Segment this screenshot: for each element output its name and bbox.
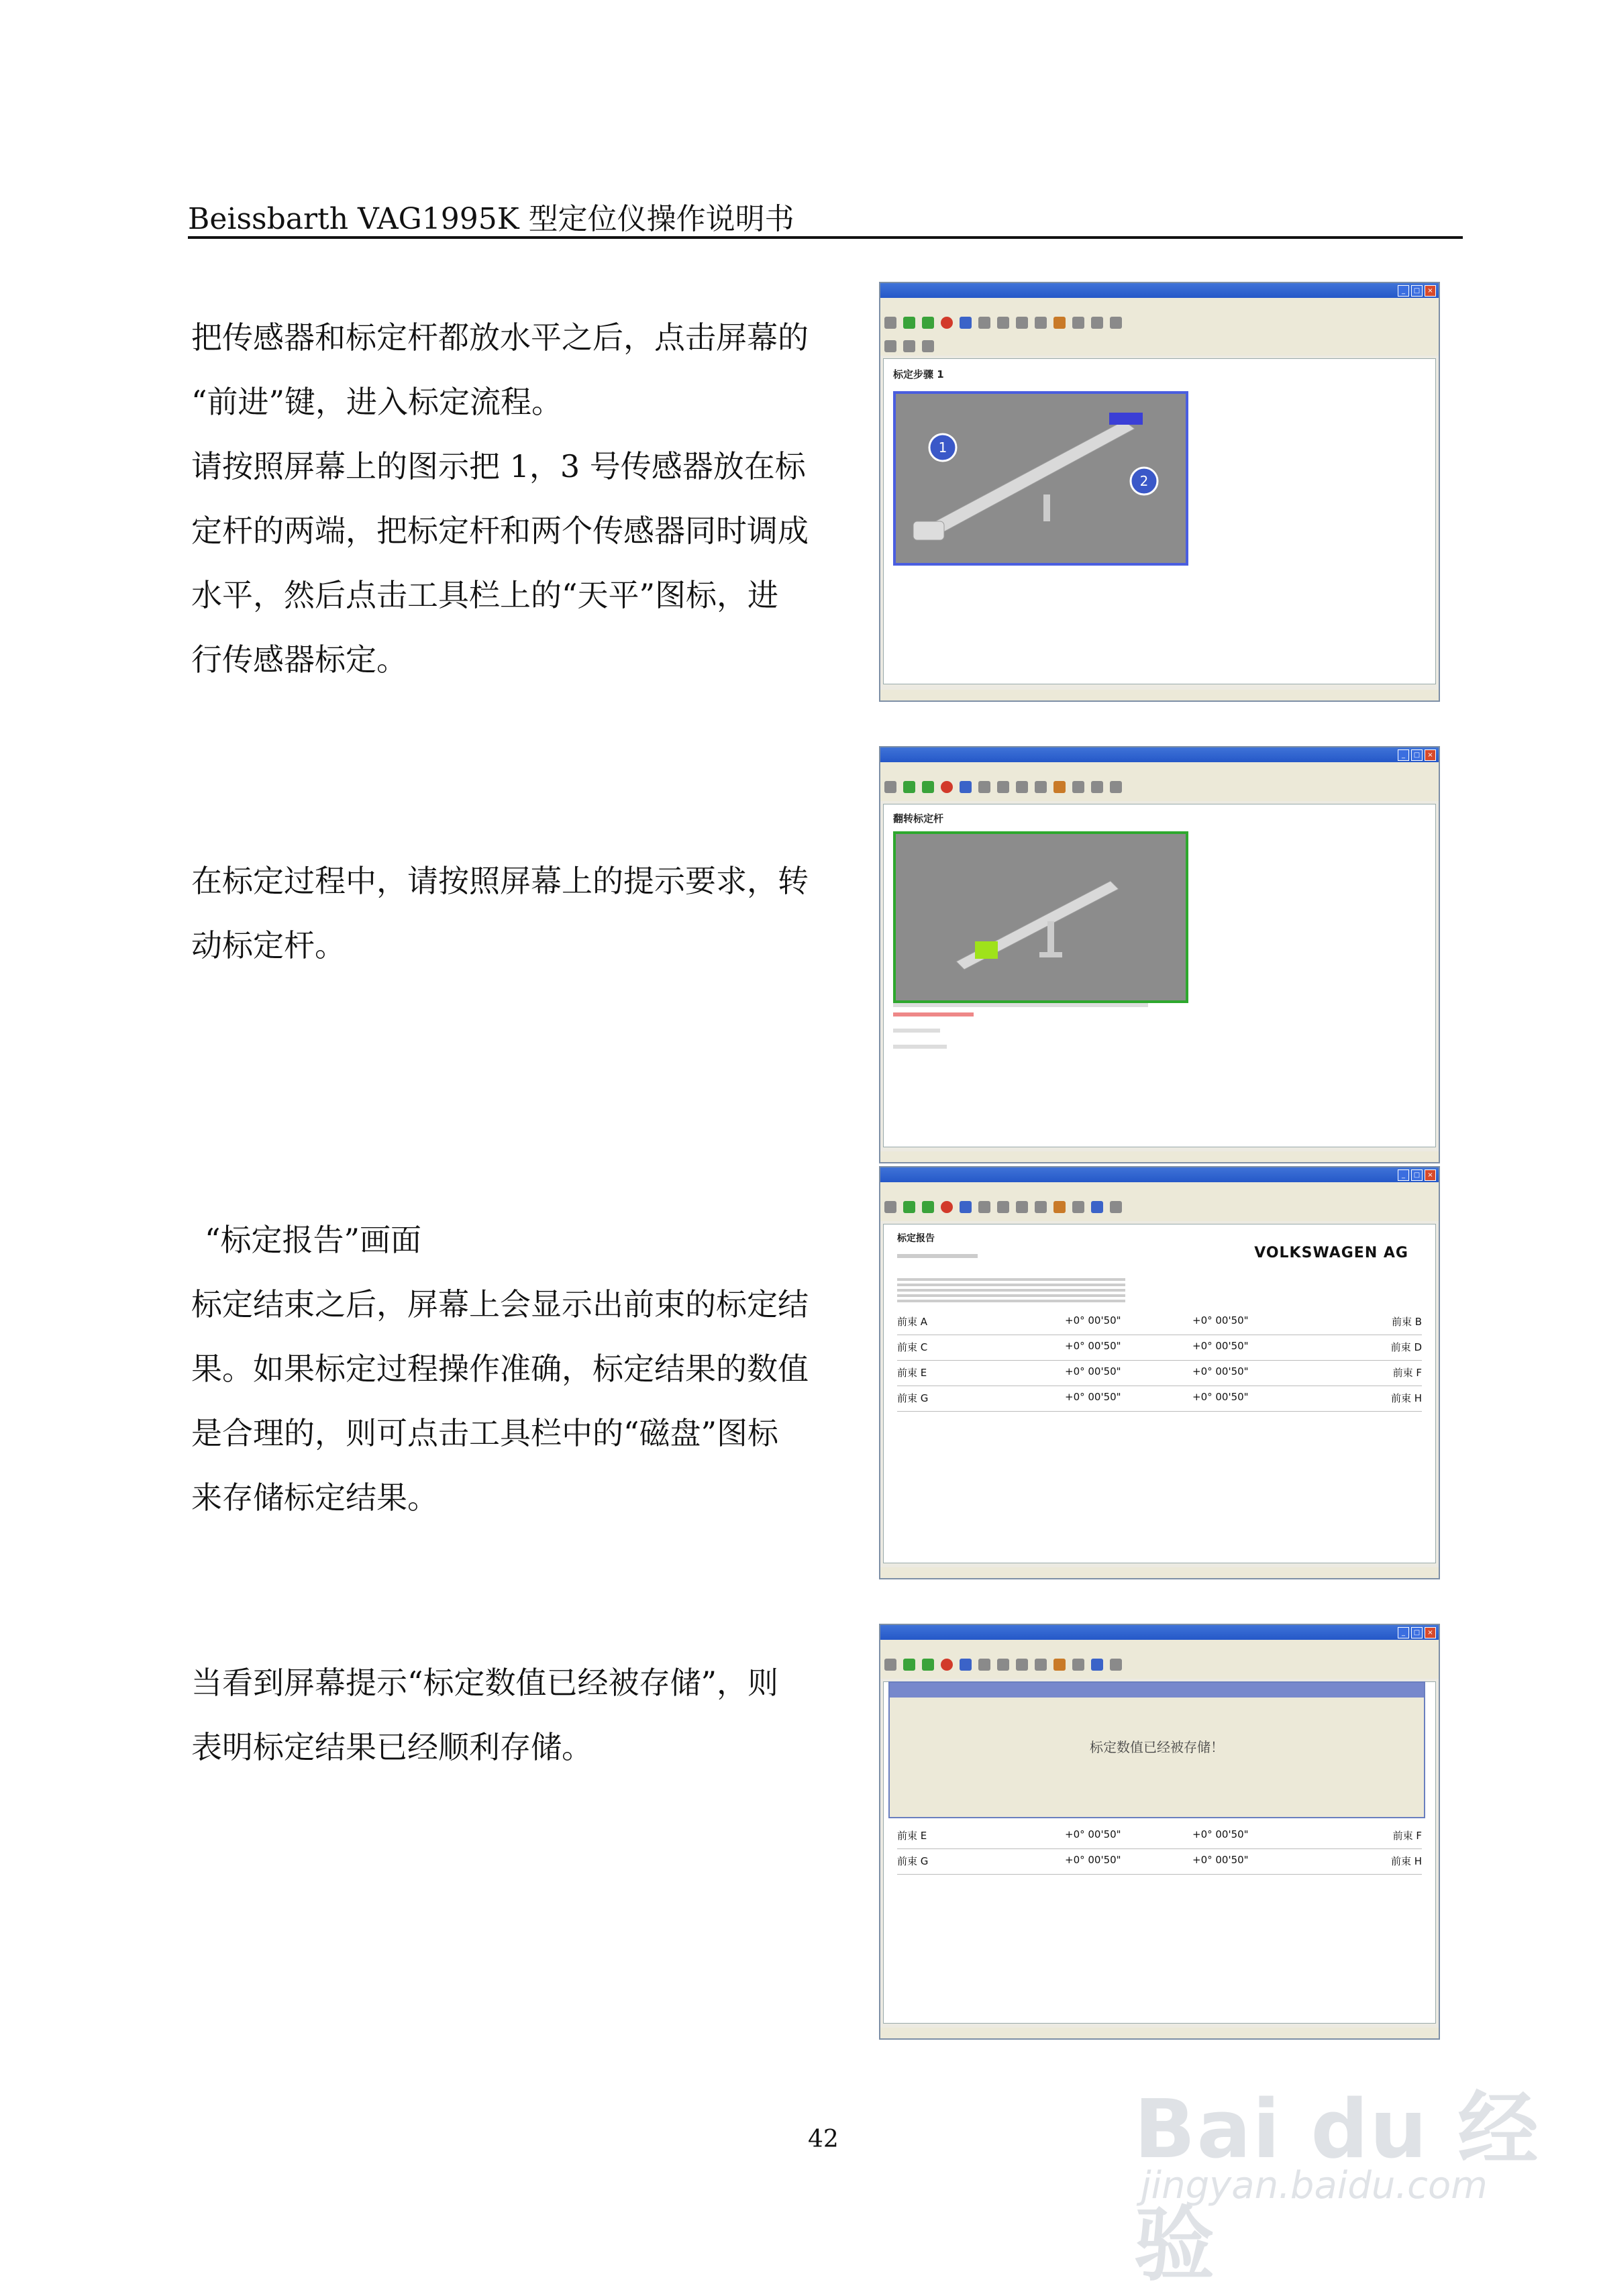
forward-icon [922, 781, 934, 793]
tool-icon [997, 1201, 1009, 1213]
tool-icon [1035, 317, 1047, 329]
menu-bar [880, 1182, 1439, 1193]
text-line: 来存储标定结果。 [191, 1479, 438, 1516]
reset-icon [884, 781, 896, 793]
watermark-url: jingyan.baidu.com [1141, 2164, 1488, 2207]
instruction-text [893, 1045, 947, 1049]
content-panel [883, 804, 1436, 1147]
minimize-icon: _ [1398, 285, 1409, 297]
reset-icon [884, 1659, 896, 1671]
forward-icon [922, 1201, 934, 1213]
stop-icon [941, 1201, 953, 1213]
header-title: Beissbarth VAG1995K 型定位仪操作说明书 [188, 202, 794, 236]
screenshot-values-stored [879, 1624, 1440, 2040]
calibration-bar-illustration [896, 394, 1186, 563]
level-icon [1053, 781, 1066, 793]
text-line: 水平，然后点击工具栏上的“天平”图标，进 [191, 577, 779, 613]
tool-icon [1035, 781, 1047, 793]
text-line: 果。如果标定过程操作准确，标定结果的数值 [191, 1351, 809, 1387]
tool-icon [1016, 1201, 1028, 1213]
back-icon [903, 781, 915, 793]
calibration-scene [893, 391, 1188, 566]
tool-icon [1110, 317, 1122, 329]
tool-icon [978, 781, 990, 793]
text-line: “标定报告”画面 [205, 1222, 422, 1258]
text-line: 标定结束之后，屏幕上会显示出前束的标定结 [191, 1286, 809, 1322]
instruction-text [893, 1003, 1148, 1007]
forward-icon [922, 1659, 934, 1671]
tool-icon [1072, 317, 1084, 329]
table-row: 前束 C +0° 00'50" +0° 00'50" 前束 D [897, 1335, 1422, 1361]
toolbar [880, 773, 1439, 801]
status-bar [880, 1567, 1439, 1578]
status-bar [880, 690, 1439, 700]
close-icon: × [1425, 1627, 1436, 1638]
disk-icon [1091, 1659, 1103, 1671]
paragraph-calibration-report [191, 1208, 835, 1530]
reset-icon [884, 317, 896, 329]
rotation-scene [893, 831, 1188, 1003]
step-title: 标定步骤 1 [893, 368, 944, 380]
tool-icon [1016, 781, 1028, 793]
level-icon [1053, 317, 1066, 329]
table-row: 前束 G +0° 00'50" +0° 00'50" 前束 H [897, 1386, 1422, 1412]
tool-icon [1035, 1201, 1047, 1213]
tool-icon [978, 1659, 990, 1671]
minimize-icon: _ [1398, 749, 1409, 761]
text-line: 表明标定结果已经顺利存储。 [191, 1729, 593, 1765]
stored-dialog [888, 1681, 1425, 1818]
tool-icon [1110, 1659, 1122, 1671]
maximize-icon: □ [1411, 1169, 1423, 1181]
toolbar [880, 1193, 1439, 1221]
table-row: 前束 A +0° 00'50" +0° 00'50" 前束 B [897, 1309, 1422, 1335]
watermark-brand: Bai du 经验 [1134, 2083, 1540, 2292]
screenshot-rotate-bar [879, 746, 1440, 1163]
tool-icon [1035, 1659, 1047, 1671]
report-title: 标定报告 [897, 1233, 935, 1244]
status-bar [880, 1151, 1439, 1162]
menu-bar [880, 762, 1439, 773]
text-line: 是合理的，则可点击工具栏中的“磁盘”图标 [191, 1415, 779, 1451]
tool-icon [1110, 1201, 1122, 1213]
minimize-icon: _ [1398, 1627, 1409, 1638]
paragraph-rotate-bar [191, 849, 835, 978]
text-line: “前进”键，进入标定流程。 [191, 384, 563, 420]
toolbar [880, 309, 1439, 337]
tool-icon [1016, 317, 1028, 329]
instruction-text [893, 1029, 940, 1033]
level-icon [1053, 1201, 1066, 1213]
brand-name: VOLKSWAGEN AG [1254, 1245, 1408, 1261]
sensor-marker-2: 2 [1139, 473, 1149, 489]
tool-icon [884, 340, 896, 352]
paragraph-values-stored [191, 1651, 835, 1779]
report-panel [883, 1224, 1436, 1563]
text-line: 定杆的两端，把标定杆和两个传感器同时调成 [191, 513, 809, 549]
info-icon [960, 781, 972, 793]
tool-icon [1072, 1201, 1084, 1213]
tool-icon [1091, 781, 1103, 793]
step-title: 翻转标定杆 [893, 813, 944, 825]
level-icon [1053, 1659, 1066, 1671]
report-meta [897, 1275, 1125, 1305]
screenshot-calibration-report [879, 1166, 1440, 1579]
maximize-icon: □ [1411, 749, 1423, 761]
tool-icon [997, 1659, 1009, 1671]
page-number: 42 [808, 2126, 839, 2153]
window-titlebar [880, 1167, 1439, 1182]
info-icon [960, 1201, 972, 1213]
text-line: 行传感器标定。 [191, 641, 407, 678]
menu-bar [880, 1640, 1439, 1651]
info-icon [960, 1659, 972, 1671]
back-icon [903, 1201, 915, 1213]
screenshot-calibration-step-1 [879, 282, 1440, 702]
tool-icon [1072, 781, 1084, 793]
header-rule [188, 236, 1463, 239]
warning-text [893, 1012, 974, 1016]
window-titlebar [880, 747, 1439, 762]
text-line: 动标定杆。 [191, 927, 346, 963]
dialog-message: 标定数值已经被存储！ [1090, 1739, 1224, 1755]
close-icon: × [1425, 1169, 1436, 1181]
tool-icon [997, 317, 1009, 329]
content-panel [883, 358, 1436, 684]
maximize-icon: □ [1411, 285, 1423, 297]
tool-icon [922, 340, 934, 352]
tool-icon [903, 340, 915, 352]
toolbar-secondary [880, 337, 1439, 356]
dialog-titlebar [890, 1683, 1424, 1698]
window-titlebar [880, 283, 1439, 298]
tool-icon [1110, 781, 1122, 793]
report-date [897, 1254, 978, 1258]
text-line: 请按照屏幕上的图示把 1，3 号传感器放在标 [191, 448, 806, 484]
tool-icon [978, 317, 990, 329]
tool-icon [997, 781, 1009, 793]
back-icon [903, 317, 915, 329]
minimize-icon: _ [1398, 1169, 1409, 1181]
paragraph-calibration-start [191, 305, 835, 692]
menu-bar [880, 298, 1439, 309]
table-row: 前束 E +0° 00'50" +0° 00'50" 前束 F [897, 1823, 1422, 1849]
text-line: 把传感器和标定杆都放水平之后，点击屏幕的 [191, 319, 809, 356]
stop-icon [941, 317, 953, 329]
table-row: 前束 G +0° 00'50" +0° 00'50" 前束 H [897, 1848, 1422, 1875]
reset-icon [884, 1201, 896, 1213]
disk-icon [1091, 1201, 1103, 1213]
tool-icon [1091, 317, 1103, 329]
close-icon: × [1425, 749, 1436, 761]
tool-icon [978, 1201, 990, 1213]
stop-icon [941, 781, 953, 793]
close-icon: × [1425, 285, 1436, 297]
back-icon [903, 1659, 915, 1671]
forward-icon [922, 317, 934, 329]
status-bar [880, 2028, 1439, 2038]
info-icon [960, 317, 972, 329]
window-titlebar [880, 1625, 1439, 1640]
table-row: 前束 E +0° 00'50" +0° 00'50" 前束 F [897, 1360, 1422, 1386]
tool-icon [1072, 1659, 1084, 1671]
maximize-icon: □ [1411, 1627, 1423, 1638]
rotating-bar-illustration [896, 834, 1186, 1000]
text-line: 在标定过程中，请按照屏幕上的提示要求，转 [191, 863, 809, 899]
stop-icon [941, 1659, 953, 1671]
tool-icon [1016, 1659, 1028, 1671]
sensor-marker-1: 1 [938, 439, 947, 456]
text-line: 当看到屏幕提示“标定数值已经被存储”，则 [191, 1665, 779, 1701]
toolbar [880, 1651, 1439, 1679]
